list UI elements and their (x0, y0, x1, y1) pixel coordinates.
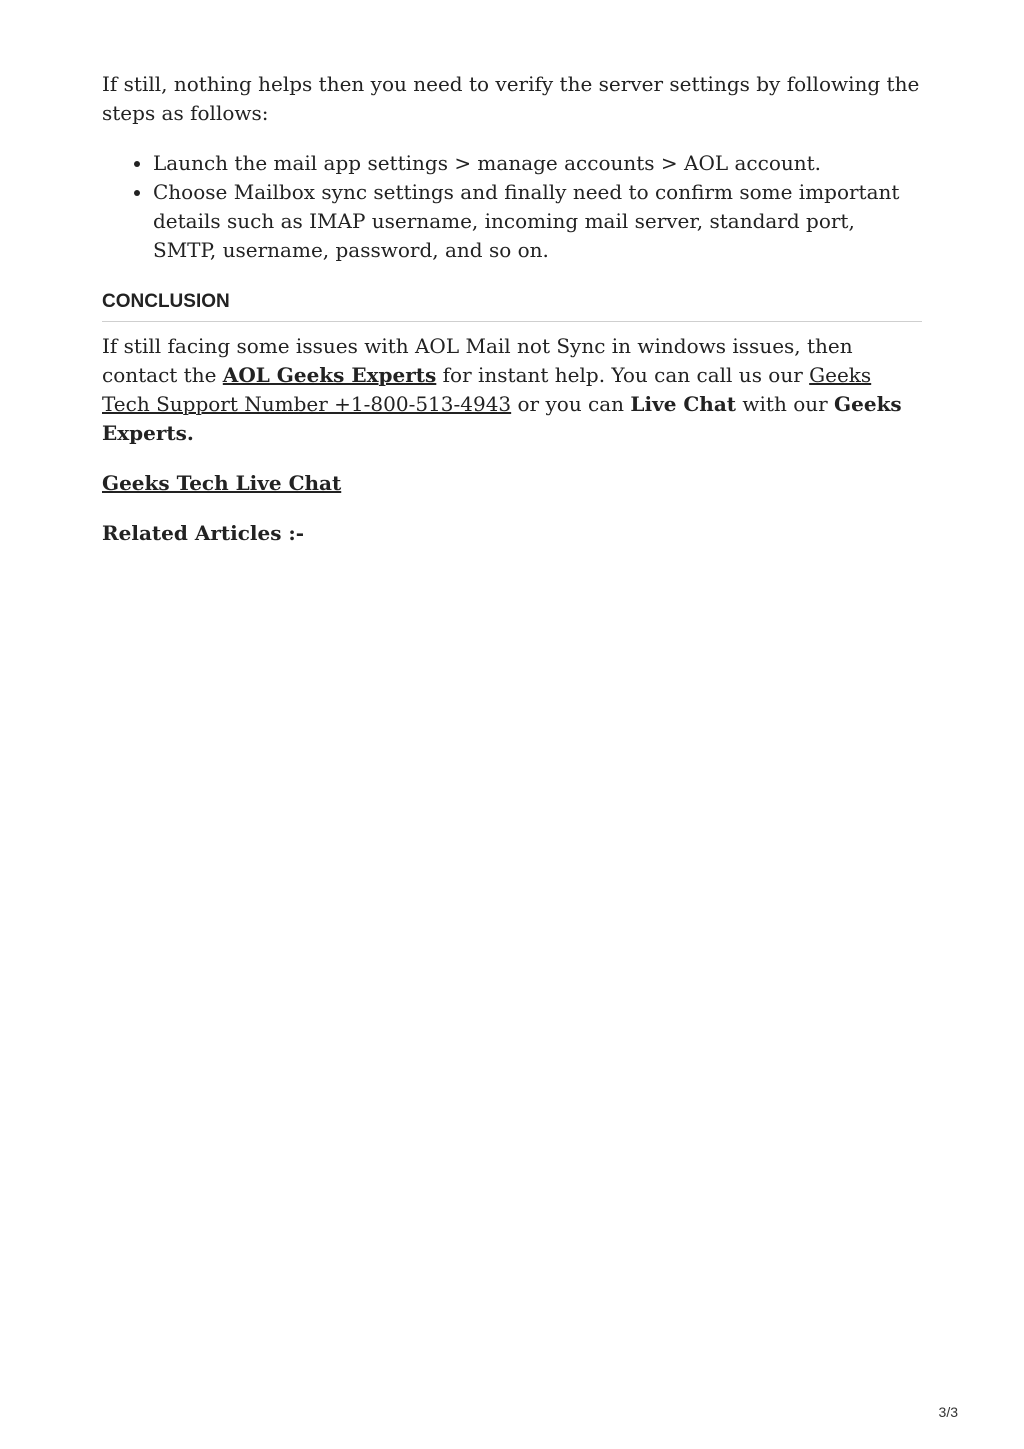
conclusion-text-4: with our (736, 392, 835, 416)
list-item: • Choose Mailbox sync settings and finally need to confirm some important details such as IMAP username, incoming mail server, standard port, SMTP, username, password, and so on. (153, 178, 922, 265)
list-item: • Launch the mail app settings > manage accounts > AOL account. (153, 149, 922, 178)
conclusion-text-2: for instant help. You can call us our (436, 363, 810, 387)
geeks-tech-live-chat-link[interactable]: Geeks Tech Live Chat (102, 471, 342, 495)
intro-paragraph: If still, nothing helps then you need to verify the server settings by following the steps as follows: (102, 72, 920, 125)
conclusion-text-3: or you can (511, 392, 631, 416)
document-content (102, 70, 922, 548)
chat-link-paragraph (102, 469, 922, 498)
support-number-link[interactable]: Geeks Tech Support Number +1-800-513-4943 (102, 363, 872, 416)
conclusion-text-1: If still facing some issues with AOL Mail not Sync in windows issues, then contact the (102, 334, 853, 387)
page-number: 3/3 (938, 1404, 958, 1420)
live-chat-bold: Live Chat (630, 392, 737, 416)
conclusion-paragraph (102, 332, 922, 448)
aol-geeks-experts-link[interactable]: AOL Geeks Experts (222, 363, 437, 387)
steps-list (102, 149, 922, 265)
conclusion-heading: CONCLUSION (102, 291, 922, 322)
geeks-experts-bold: Geeks Experts. (102, 392, 902, 445)
related-articles-heading: Related Articles :- (102, 521, 305, 545)
